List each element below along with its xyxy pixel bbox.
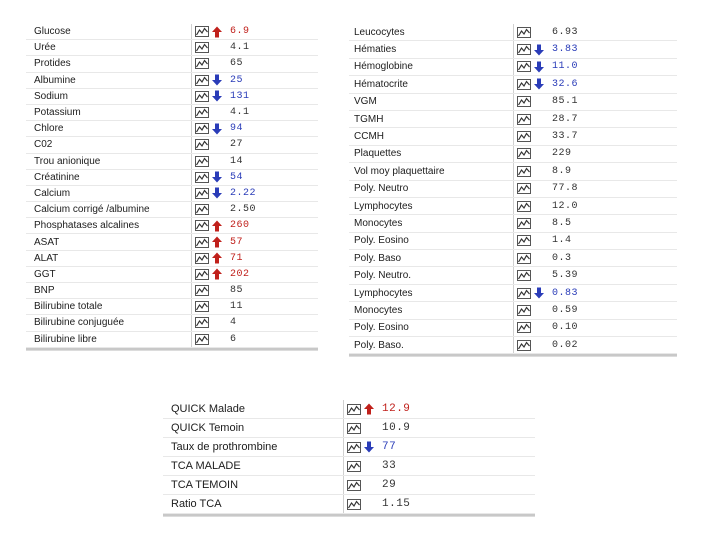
line-chart-icon[interactable] (195, 285, 209, 296)
analyte-name-cell (26, 40, 192, 55)
analyte-name-cell (26, 234, 192, 249)
analyte-name-cell (349, 215, 514, 231)
result-value: 27 (230, 139, 244, 151)
analyte-name: Poly. Eosino (354, 235, 409, 247)
result-value: 94 (230, 123, 244, 135)
analyte-name: Poly. Neutro. (354, 270, 412, 282)
analyte-name-cell (26, 24, 192, 39)
result-row (349, 128, 677, 145)
result-row (26, 24, 318, 40)
result-value: 85.1 (552, 96, 579, 108)
chemistry-results-panel (26, 20, 318, 350)
result-value: 57 (230, 236, 244, 248)
line-chart-icon[interactable] (195, 123, 209, 134)
result-row (349, 181, 677, 198)
analyte-name-cell (349, 267, 514, 283)
analyte-name: Leucocytes (354, 26, 405, 38)
result-value: 8.9 (552, 165, 572, 177)
line-chart-icon[interactable] (517, 201, 531, 212)
analyte-name: ASAT (34, 236, 60, 248)
chemistry-rows (26, 24, 318, 348)
analyte-name: Vol moy plaquettaire (354, 165, 445, 177)
analyte-name-cell (349, 24, 514, 40)
line-chart-icon[interactable] (517, 114, 531, 125)
flag-cell (209, 123, 226, 135)
result-row (349, 76, 677, 93)
line-chart-icon[interactable] (517, 270, 531, 281)
result-row (349, 24, 677, 41)
analyte-name-cell (163, 419, 344, 437)
result-value: 12.0 (552, 200, 579, 212)
result-row (26, 121, 318, 137)
flag-cell (209, 171, 226, 183)
analyte-name-cell (26, 315, 192, 330)
line-chart-icon[interactable] (195, 107, 209, 118)
flag-cell (209, 74, 226, 86)
line-chart-icon[interactable] (347, 442, 361, 453)
line-chart-icon[interactable] (517, 27, 531, 38)
analyte-name: TCA TEMOIN (171, 479, 239, 491)
analyte-name: Hémoglobine (354, 61, 413, 73)
line-chart-icon[interactable] (195, 75, 209, 86)
analyte-name-cell (349, 41, 514, 57)
flag-cell (209, 236, 226, 248)
line-chart-icon[interactable] (195, 58, 209, 69)
arrow-down-icon (533, 61, 545, 73)
result-row (349, 215, 677, 232)
analyte-name: BNP (34, 285, 55, 297)
analyte-name: Plaquettes (354, 148, 402, 160)
line-chart-icon[interactable] (517, 235, 531, 246)
result-value: 33 (382, 460, 397, 472)
analyte-name-cell (26, 105, 192, 120)
analyte-name: Calcium (34, 187, 71, 199)
result-value: 0.59 (552, 304, 579, 316)
analyte-name: Trou anionique (34, 155, 101, 167)
analyte-name: TGMH (354, 113, 384, 125)
line-chart-icon[interactable] (195, 334, 209, 345)
line-chart-icon[interactable] (347, 499, 361, 510)
flag-cell (209, 187, 226, 199)
flag-cell (531, 44, 548, 56)
analyte-name-cell (349, 302, 514, 318)
result-value: 12.9 (382, 403, 411, 415)
analyte-name-cell (26, 154, 192, 169)
analyte-name-cell (349, 198, 514, 214)
result-value: 85 (230, 285, 244, 297)
analyte-name: Poly. Neutro (354, 183, 409, 195)
result-row (26, 332, 318, 348)
line-chart-icon[interactable] (195, 317, 209, 328)
line-chart-icon[interactable] (195, 139, 209, 150)
line-chart-icon[interactable] (517, 131, 531, 142)
result-value: 6 (230, 333, 237, 345)
analyte-name-cell (26, 332, 192, 347)
line-chart-icon[interactable] (517, 79, 531, 90)
analyte-name: Phosphatases alcalines (34, 220, 140, 232)
analyte-name-cell (26, 89, 192, 104)
result-value: 32.6 (552, 78, 579, 90)
analyte-name: Hématocrite (354, 78, 408, 90)
flag-cell (209, 26, 226, 38)
analyte-name-cell (26, 299, 192, 314)
result-row (26, 137, 318, 153)
analyte-name: Hématies (354, 44, 397, 56)
analyte-name: Potassium (34, 107, 81, 119)
analyte-name-cell (349, 94, 514, 110)
line-chart-icon[interactable] (347, 404, 361, 415)
analyte-name: Bilirubine libre (34, 333, 97, 345)
result-row (349, 250, 677, 267)
result-value: 77.8 (552, 183, 579, 195)
analyte-name: Lymphocytes (354, 200, 413, 212)
analyte-name: Poly. Baso (354, 252, 402, 264)
result-value: 11 (230, 301, 244, 313)
line-chart-icon[interactable] (195, 204, 209, 215)
line-chart-icon[interactable] (195, 172, 209, 183)
analyte-name-cell (26, 283, 192, 298)
analyte-name-cell (349, 181, 514, 197)
arrow-down-icon (211, 171, 223, 183)
line-chart-icon[interactable] (517, 253, 531, 264)
result-value: 6.9 (230, 26, 250, 38)
analyte-name-cell (26, 186, 192, 201)
analyte-name-cell (349, 146, 514, 162)
analyte-name: CCMH (354, 131, 384, 143)
analyte-name-cell (163, 457, 344, 475)
analyte-name: Poly. Baso. (354, 339, 404, 351)
line-chart-icon[interactable] (347, 461, 361, 472)
analyte-name: Protides (34, 58, 71, 70)
result-row (26, 56, 318, 72)
analyte-name-cell (349, 285, 514, 301)
result-row (26, 186, 318, 202)
line-chart-icon[interactable] (195, 188, 209, 199)
result-value: 3.83 (552, 44, 579, 56)
analyte-name: GGT (34, 268, 56, 280)
result-value: 2.22 (230, 187, 257, 199)
result-value: 29 (382, 479, 397, 491)
result-row (349, 320, 677, 337)
result-value: 10.9 (382, 422, 411, 434)
arrow-up-icon (211, 220, 223, 232)
arrow-up-icon (211, 252, 223, 264)
analyte-name: Monocytes (354, 304, 403, 316)
line-chart-icon[interactable] (517, 288, 531, 299)
line-chart-icon[interactable] (517, 305, 531, 316)
result-value: 14 (230, 155, 244, 167)
result-row (26, 154, 318, 170)
result-row (349, 41, 677, 58)
analyte-name: Bilirubine totale (34, 301, 103, 313)
flag-cell (209, 268, 226, 280)
analyte-name-cell (349, 76, 514, 92)
result-row (26, 251, 318, 267)
arrow-up-icon (211, 26, 223, 38)
result-row (26, 315, 318, 331)
result-row (349, 267, 677, 284)
result-row (26, 234, 318, 250)
result-row (163, 457, 535, 476)
result-value: 229 (552, 148, 572, 160)
result-value: 65 (230, 58, 244, 70)
result-value: 131 (230, 90, 250, 102)
analyte-name-cell (26, 73, 192, 88)
analyte-name: Glucose (34, 26, 71, 38)
analyte-name-cell (26, 56, 192, 71)
flag-cell (531, 287, 548, 299)
line-chart-icon[interactable] (195, 156, 209, 167)
result-row (349, 337, 677, 354)
result-row (163, 476, 535, 495)
arrow-down-icon (533, 44, 545, 56)
analyte-name: Monocytes (354, 217, 403, 229)
line-chart-icon[interactable] (195, 253, 209, 264)
line-chart-icon[interactable] (517, 148, 531, 159)
analyte-name-cell (26, 137, 192, 152)
cbc-rows (349, 24, 677, 354)
analyte-name-cell (349, 128, 514, 144)
result-value: 33.7 (552, 131, 579, 143)
result-value: 4.1 (230, 107, 250, 119)
result-value: 8.5 (552, 217, 572, 229)
analyte-name: VGM (354, 96, 377, 108)
analyte-name-cell (349, 163, 514, 179)
result-value: 28.7 (552, 113, 579, 125)
analyte-name: Lymphocytes (354, 287, 413, 299)
analyte-name-cell (163, 438, 344, 456)
line-chart-icon[interactable] (195, 91, 209, 102)
result-value: 11.0 (552, 61, 579, 73)
arrow-down-icon (363, 441, 375, 453)
analyte-name: TCA MALADE (171, 460, 241, 472)
result-row (26, 283, 318, 299)
analyte-name: Chlore (34, 123, 64, 135)
line-chart-icon[interactable] (517, 340, 531, 351)
result-row (349, 198, 677, 215)
line-chart-icon[interactable] (517, 96, 531, 107)
result-row (349, 94, 677, 111)
arrow-down-icon (211, 74, 223, 86)
line-chart-icon[interactable] (347, 480, 361, 491)
analyte-name: Taux de prothrombine (171, 441, 278, 453)
result-row (349, 146, 677, 163)
analyte-name: Poly. Eosino (354, 322, 409, 334)
analyte-name-cell (349, 337, 514, 353)
flag-cell (209, 90, 226, 102)
result-row (163, 495, 535, 514)
result-value: 0.3 (552, 252, 572, 264)
result-value: 0.83 (552, 287, 579, 299)
analyte-name-cell (26, 218, 192, 233)
analyte-name-cell (163, 400, 344, 418)
line-chart-icon[interactable] (195, 301, 209, 312)
analyte-name-cell (163, 476, 344, 494)
analyte-name: C02 (34, 139, 53, 151)
analyte-name: Albumine (34, 74, 76, 86)
line-chart-icon[interactable] (195, 42, 209, 53)
line-chart-icon[interactable] (347, 423, 361, 434)
line-chart-icon[interactable] (517, 322, 531, 333)
flag-cell (531, 61, 548, 73)
result-row (349, 111, 677, 128)
result-row (163, 438, 535, 457)
analyte-name: Ratio TCA (171, 498, 222, 510)
result-row (349, 163, 677, 180)
result-value: 4 (230, 317, 237, 329)
flag-cell (531, 78, 548, 90)
analyte-name-cell (26, 170, 192, 185)
arrow-down-icon (211, 123, 223, 135)
result-value: 2.50 (230, 204, 257, 216)
result-row (26, 202, 318, 218)
arrow-up-icon (211, 268, 223, 280)
flag-cell (209, 220, 226, 232)
line-chart-icon[interactable] (195, 269, 209, 280)
line-chart-icon[interactable] (517, 218, 531, 229)
analyte-name-cell (26, 251, 192, 266)
arrow-down-icon (211, 187, 223, 199)
arrow-down-icon (533, 78, 545, 90)
line-chart-icon[interactable] (195, 26, 209, 37)
arrow-down-icon (211, 90, 223, 102)
result-row (349, 302, 677, 319)
result-row (26, 73, 318, 89)
result-value: 77 (382, 441, 397, 453)
result-value: 6.93 (552, 26, 579, 38)
analyte-name: Sodium (34, 90, 68, 102)
result-row (26, 218, 318, 234)
line-chart-icon[interactable] (517, 166, 531, 177)
result-row (26, 299, 318, 315)
analyte-name: Bilirubine conjuguée (34, 317, 125, 329)
line-chart-icon[interactable] (517, 183, 531, 194)
analyte-name-cell (26, 202, 192, 217)
arrow-down-icon (533, 287, 545, 299)
analyte-name: ALAT (34, 252, 59, 264)
result-row (163, 419, 535, 438)
flag-cell (209, 252, 226, 264)
arrow-up-icon (363, 403, 375, 415)
line-chart-icon[interactable] (517, 61, 531, 72)
result-value: 1.15 (382, 498, 411, 510)
result-value: 202 (230, 268, 250, 280)
result-value: 0.02 (552, 339, 579, 351)
result-value: 1.4 (552, 235, 572, 247)
analyte-name: QUICK Temoin (171, 422, 245, 434)
analyte-name-cell (26, 267, 192, 282)
result-row (26, 105, 318, 121)
result-value: 0.10 (552, 322, 579, 334)
coagulation-results-panel (163, 396, 535, 516)
analyte-name: Calcium corrigé /albumine (34, 204, 150, 216)
analyte-name-cell (349, 250, 514, 266)
result-row (349, 233, 677, 250)
analyte-name: QUICK Malade (171, 403, 245, 415)
analyte-name: Créatinine (34, 171, 80, 183)
result-row (26, 267, 318, 283)
analyte-name-cell (349, 59, 514, 75)
result-value: 54 (230, 171, 244, 183)
analyte-name-cell (349, 320, 514, 336)
arrow-up-icon (211, 236, 223, 248)
result-value: 260 (230, 220, 250, 232)
line-chart-icon[interactable] (195, 220, 209, 231)
result-row (349, 59, 677, 76)
coagulation-rows (163, 400, 535, 514)
analyte-name-cell (26, 121, 192, 136)
line-chart-icon[interactable] (517, 44, 531, 55)
flag-cell (361, 441, 378, 453)
analyte-name-cell (163, 495, 344, 513)
analyte-name: Urée (34, 42, 56, 54)
result-row (26, 170, 318, 186)
analyte-name-cell (349, 233, 514, 249)
blood-count-results-panel (349, 20, 677, 356)
result-row (349, 285, 677, 302)
line-chart-icon[interactable] (195, 237, 209, 248)
result-value: 5.39 (552, 270, 579, 282)
flag-cell (361, 403, 378, 415)
result-value: 4.1 (230, 42, 250, 54)
analyte-name-cell (349, 111, 514, 127)
result-row (26, 89, 318, 105)
result-value: 25 (230, 74, 244, 86)
result-row (26, 40, 318, 56)
result-value: 71 (230, 252, 244, 264)
result-row (163, 400, 535, 419)
